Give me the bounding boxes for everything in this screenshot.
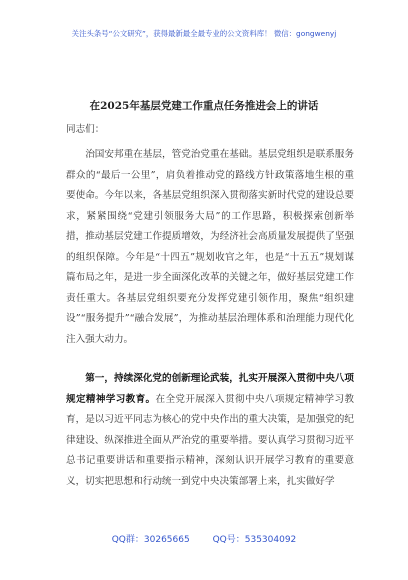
footer-contact <box>0 532 408 545</box>
salutation: 同志们： <box>66 124 105 135</box>
header-notice: 关注头条号“公文研究”，获得最新最全最专业的公文资料库！ 微信：gongwenyj <box>71 29 337 38</box>
footer-qq-group: QQ群：30265665 <box>111 535 190 545</box>
paragraph-2-body: 在全党开展深入贯彻中央八项规定精神学习教育，是以习近平同志为核心的党中央作出的重大决策，是加强党的纪律建设、纵深推进全面从严治党的重要举措。要认真学习贯彻习近平总书记重要讲话和重要指示精神，深刻认识开展学习教育的重要意义，切实把思想和行动统一到党中央决策部署上来，扎实做好学 <box>66 393 355 487</box>
paragraph-2 <box>66 369 354 492</box>
document-title: 在2025年基层党建工作重点任务推进会上的讲话 <box>89 100 319 112</box>
footer-qq-number: QQ号：535304092 <box>212 535 297 545</box>
paragraph-2-lead: 第一，持续深化党的创新理论武装，扎实开展深入贯彻中央八项规定精神学习教育。 <box>66 373 354 405</box>
paragraph-1: 治国安邦重在基层，管党治党重在基础。基层党组织是联系服务群众的“最后一公里”，肩负着推动党的路线方针政策落地生根的重要使命。今年以来，各基层党组织深入贯彻落实新时代党的建设总要求，紧紧围绕“党建引领服务大局”的工作思路，积极探索创新举措，推动基层党建工作提质增效，为经济社会高质量发展提供了坚强的组织保障。今年是“十四五”规划收官之年，也是“十五五”规划谋篇布局之年，是进一步全面深化改革的关键之年，做好基层党建工作责任重大。各基层党组织要充分发挥党建引领作用，聚焦“组织建设”“服务提升”“融合发展”，为推动基层治理体系和治理能力现代化注入强大动力。 <box>66 149 354 345</box>
